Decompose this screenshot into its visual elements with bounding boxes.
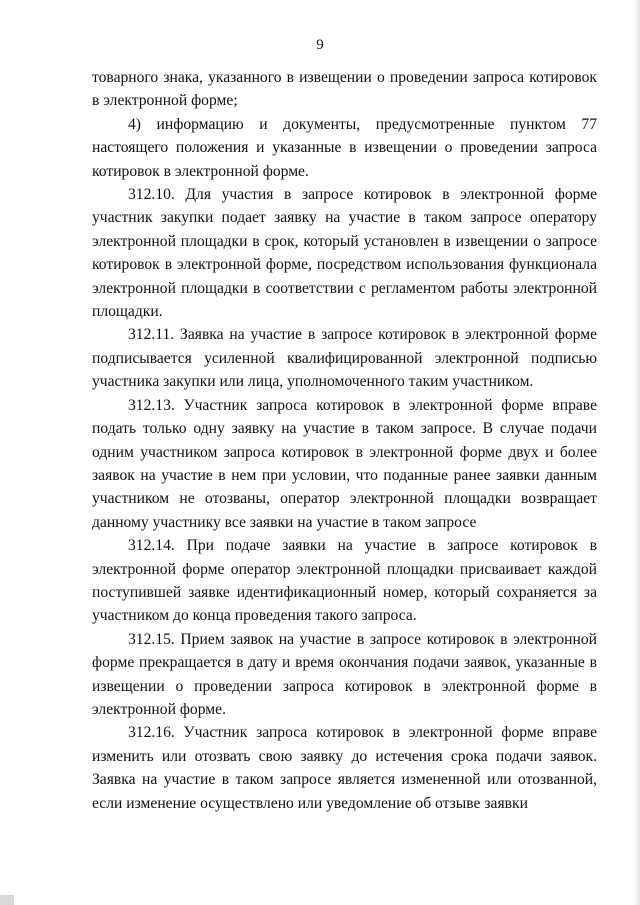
paragraph-312-16: 312.16. Участник запроса котировок в электронной форме вправе изменить или отозвать свою заявку до истечения срока подачи заявок. Заявка на участие в таком запросе является измененной или отозванной, если изменение осуществлено или уведомление об отзыве заявки (92, 724, 597, 812)
paragraph-trademark-continuation: товарного знака, указанного в извещении о проведении запроса котировок в электронной форме; (92, 69, 597, 110)
paragraph-312-14: 312.14. При подаче заявки на участие в запросе котировок в электронной форме оператор электронной площадки присваивает каждой поступившей заявке идентификационный номер, который сохраняется за участником до конца проведения такого запроса. (92, 537, 597, 625)
page-number: 9 (316, 37, 324, 53)
paragraph-312-13: 312.13. Участник запроса котировок в электронной форме вправе подать только одну заявку на участие в таком запросе. В случае подачи одним участником запроса котировок в электронной форме двух и более заявок на участие в нем при условии, что поданные ранее заявки данным участником не отозваны, оператор электронной площадки возвращает данному участнику все заявки на участие в таком запросе (92, 396, 597, 531)
document-body (92, 66, 597, 815)
paragraph-312-15: 312.15. Прием заявок на участие в запросе котировок в электронной форме прекращается в дату и время окончания подачи заявок, указанные в извещении о проведении запроса котировок в электронной форме в электронной форме. (92, 630, 597, 718)
scan-right-edge (634, 0, 640, 905)
scan-corner-mark (0, 895, 14, 905)
paragraph-item-4: 4) информацию и документы, предусмотренные пунктом 77 настоящего положения и указанные в извещении о проведении запроса котировок в электронной форме. (92, 115, 597, 180)
paragraph-312-11: 312.11. Заявка на участие в запросе котировок в электронной форме подписывается усиленной квалифицированной электронной подписью участника закупки или лица, уполномоченного таким участником. (92, 326, 597, 391)
paragraph-312-10: 312.10. Для участия в запросе котировок в электронной форме участник закупки подает заявку на участие в таком запросе оператору электронной площадки в срок, который установлен в извещении о запросе котировок в электронной форме, посредством использования функционала электронной площадки в соответствии с регламентом работы электронной площадки. (92, 186, 597, 321)
